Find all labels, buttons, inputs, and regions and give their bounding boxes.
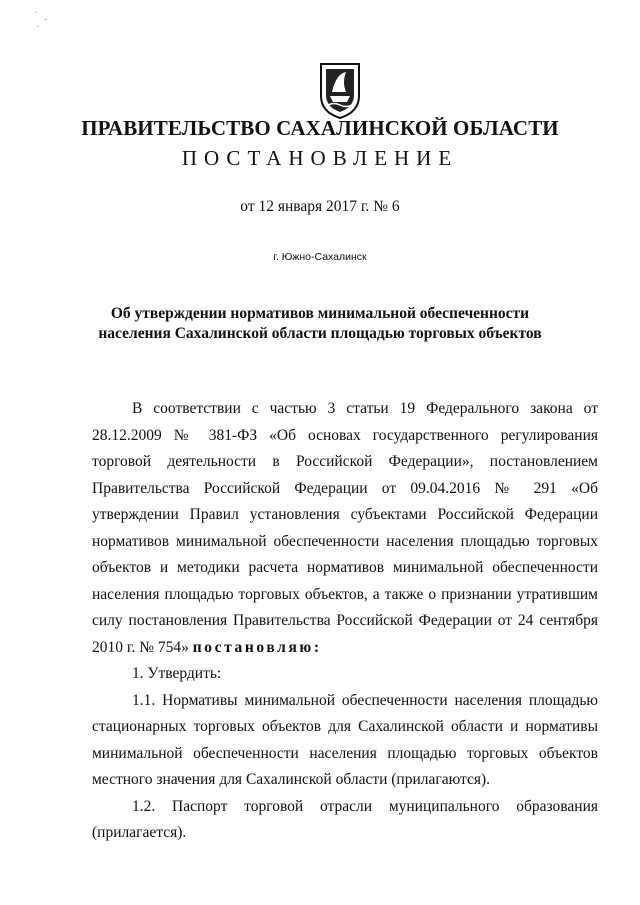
organization-heading: ПРАВИТЕЛЬСТВО САХАЛИНСКОЙ ОБЛАСТИ xyxy=(81,116,559,140)
scan-speck: · xyxy=(36,22,40,33)
document-title xyxy=(80,304,560,344)
decree-word: постановляю: xyxy=(192,638,322,656)
title-line-2: населения Сахалинской области площадью торговых объектов xyxy=(98,325,542,342)
item-1-1: 1.1. Нормативы минимальной обеспеченности населения площадью стационарных торговых объектов для Сахалинской области и нормативы минимальной обеспеченности населения площадью торговых объектов местного значения для Сахалинской области (прилагаются). xyxy=(92,691,598,788)
city-label: г. Южно-Сахалинск xyxy=(273,251,367,263)
item-1: 1. Утвердить: xyxy=(132,665,222,682)
item-1-2: 1.2. Паспорт торговой отрасли муниципального образования (прилагается). xyxy=(92,797,598,841)
document-body xyxy=(92,396,598,847)
scan-speck: · xyxy=(34,8,38,19)
scan-speck: - xyxy=(44,14,48,25)
date-number: от 12 января 2017 г. № 6 xyxy=(240,198,400,215)
document-type-heading: ПОСТАНОВЛЕНИЕ xyxy=(181,146,459,170)
preamble-paragraph xyxy=(92,396,598,661)
title-line-1: Об утверждении нормативов минимальной обеспеченности xyxy=(110,305,530,322)
preamble-text: В соответствии с частью 3 статьи 19 Федерального закона от 28.12.2009 № 381-ФЗ «Об основах государственного регулирования торговой деятельности в Российской Федерации», постановлением Правительства Российской Федерации от 09.04.2016 № 291 «Об утверждении Правил установления субъектами Российской Федерации нормативов минимальной обеспеченности населения площадью торговых объектов и методики расчета нормативов минимальной обеспеченности населения площадью торговых объектов, а также о признании утратившим силу постановления Правительства Российской Федерации от 24 сентября 2010 г. № 754» xyxy=(92,400,598,656)
coat-of-arms-icon xyxy=(318,62,362,120)
